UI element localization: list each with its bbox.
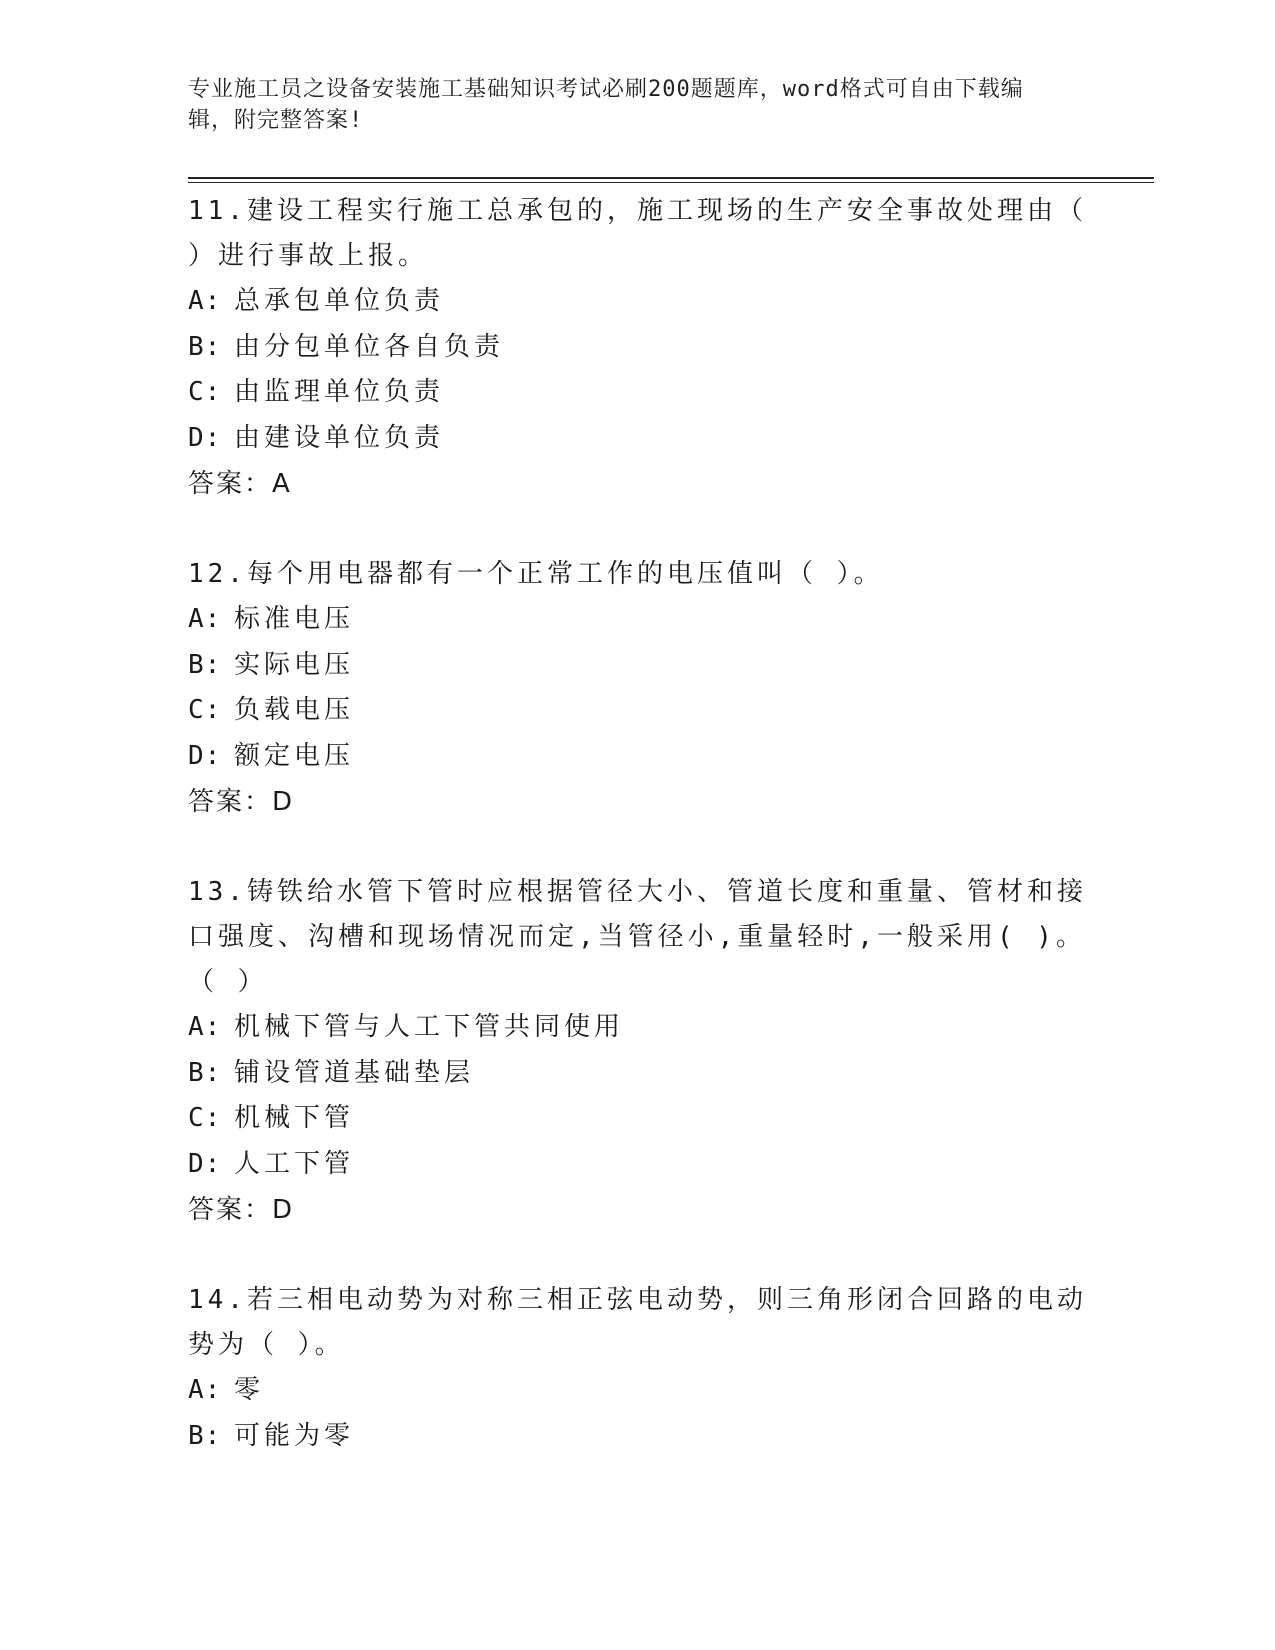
question-item [188,1278,1088,1459]
option-letter: B: [188,649,222,680]
option-letter: D: [188,740,222,771]
option-text: 机械下管与人工下管共同使用 [234,1012,625,1042]
option-a [188,1368,1088,1414]
option-b [188,1051,1088,1097]
option-letter: A: [188,1375,222,1405]
header-divider-thick [188,177,1154,179]
question-text: 12.每个用电器都有一个正常工作的电压值叫（ ）。 [188,559,884,589]
option-text: 可能为零 [234,1420,355,1451]
option-text: 人工下管 [234,1148,355,1179]
option-b [188,643,1088,689]
option-text: 由建设单位负责 [234,422,445,453]
option-a [188,279,1088,325]
option-text: 零 [234,1375,265,1405]
option-letter: B: [188,1420,222,1451]
option-letter: C: [188,377,222,407]
answer-line: 答案：A [188,469,292,499]
option-letter: C: [188,1103,222,1133]
option-letter: A: [188,286,222,316]
question-item [188,189,1088,507]
option-text: 由分包单位各自负责 [234,331,505,362]
option-d [188,1142,1088,1188]
question-list [188,189,1088,1504]
question-item [188,870,1088,1233]
header-divider-thin [188,182,1154,183]
option-text: 铺设管道基础垫层 [234,1057,475,1088]
option-d [188,416,1088,462]
option-text: 总承包单位负责 [234,286,445,316]
question-text: 14.若三相电动势为对称三相正弦电动势，则三角形闭合回路的电动势为（ ）。 [188,1285,1087,1360]
document-header: 专业施工员之设备安装施工基础知识考试必刷200题题库，word格式可自由下载编辑，附完整答案! [188,77,1024,133]
option-letter: C: [188,695,222,725]
option-text: 负载电压 [234,695,355,725]
option-b [188,1414,1088,1460]
option-letter: B: [188,1057,222,1088]
answer-line: 答案：D [188,787,295,817]
option-d [188,734,1088,780]
answer-line: 答案：D [188,1195,295,1225]
option-letter: D: [188,422,222,453]
question-text: 13.铸铁给水管下管时应根据管径大小、管道长度和重量、管材和接口强度、沟槽和现场情况而定,当管径小,重量轻时,一般采用( )。（ ） [188,877,1087,997]
option-c [188,370,1088,416]
option-a [188,597,1088,643]
option-text: 标准电压 [234,604,355,634]
option-c [188,688,1088,734]
option-text: 由监理单位负责 [234,377,445,407]
question-item [188,552,1088,825]
option-letter: A: [188,1012,222,1042]
option-b [188,325,1088,371]
option-a [188,1005,1088,1051]
option-text: 机械下管 [234,1103,355,1133]
option-letter: D: [188,1148,222,1179]
option-letter: A: [188,604,222,634]
option-letter: B: [188,331,222,362]
question-text: 11.建设工程实行施工总承包的，施工现场的生产安全事故处理由（ ）进行事故上报。 [188,196,1087,271]
option-c [188,1096,1088,1142]
option-text: 实际电压 [234,649,355,680]
option-text: 额定电压 [234,740,355,771]
